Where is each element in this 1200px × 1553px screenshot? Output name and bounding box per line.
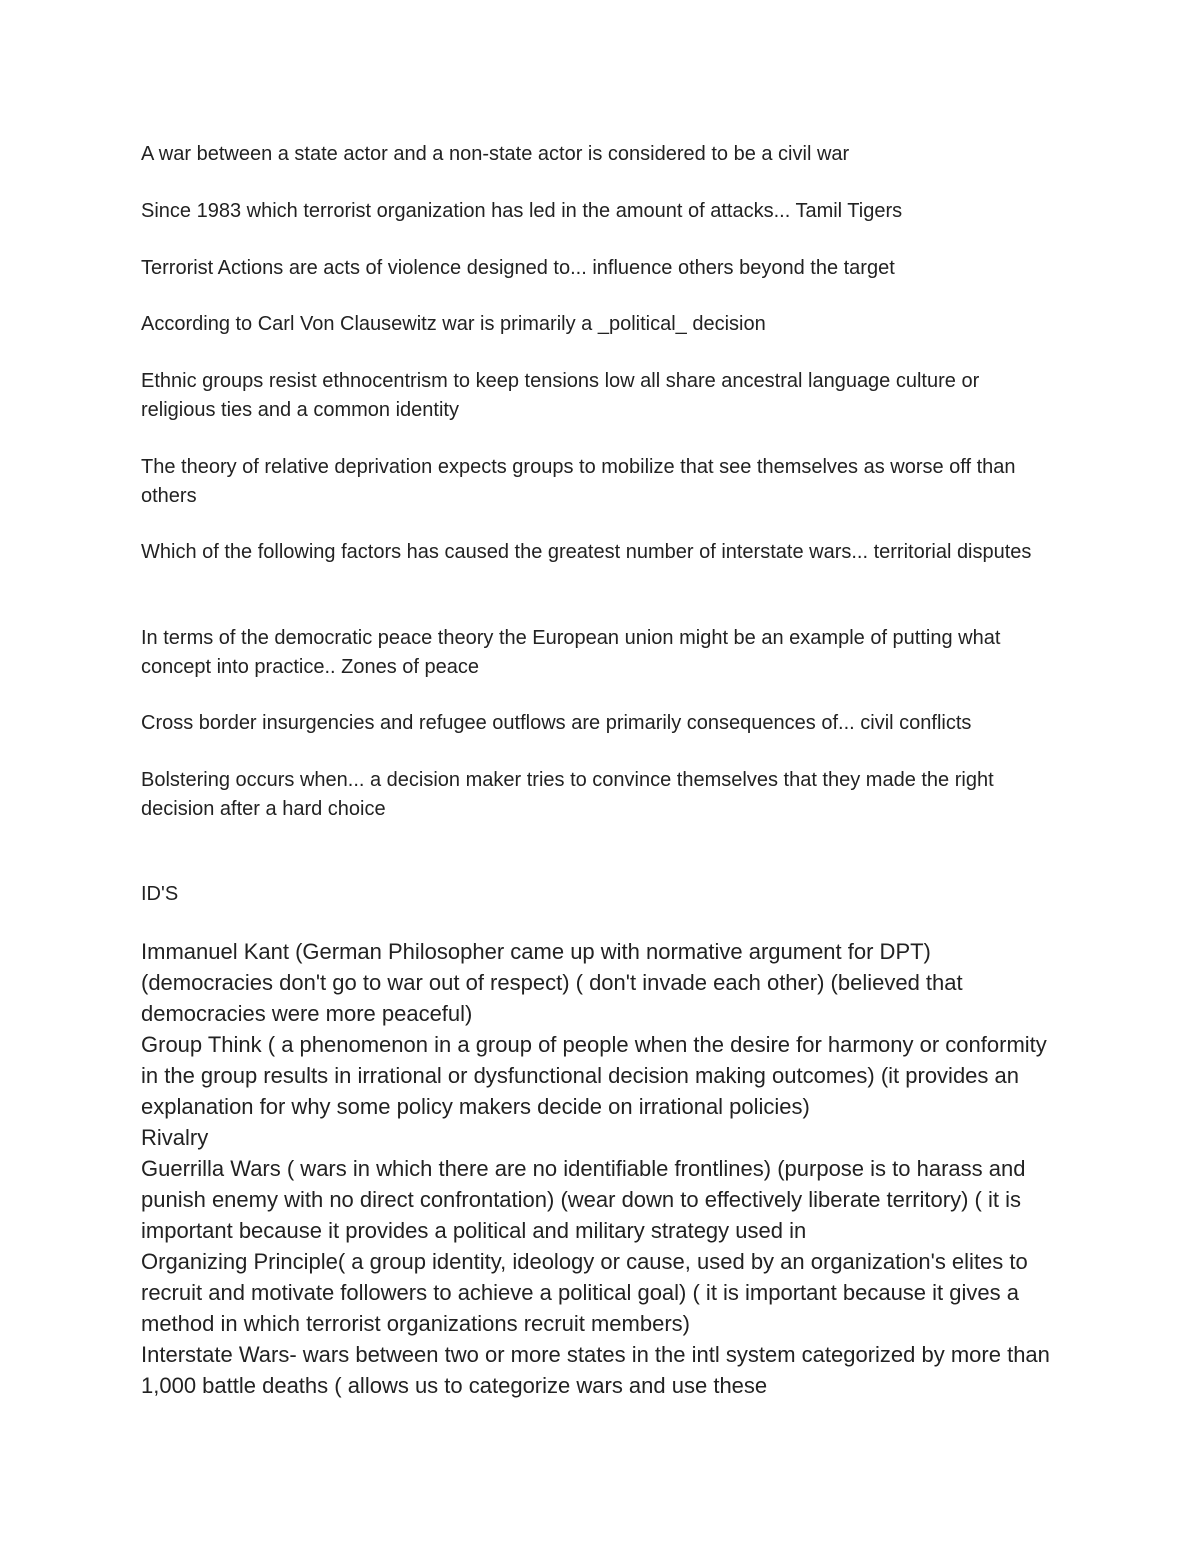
question-2: Since 1983 which terrorist organization has led in the amount of attacks... Tamil Tigers — [141, 200, 903, 222]
question-7: Which of the following factors has caused the greatest number of interstate wars... territorial disputes — [141, 541, 1032, 563]
ids-list — [141, 936, 1056, 1401]
question-5: Ethnic groups resist ethnocentrism to keep tensions low all share ancestral language culture or religious ties and a common identity — [141, 370, 980, 421]
ids-heading: ID'S — [141, 883, 179, 905]
question-6: The theory of relative deprivation expects groups to mobilize that see themselves as worse off than others — [141, 456, 1016, 507]
question-3: Terrorist Actions are acts of violence designed to... influence others beyond the target — [141, 257, 895, 279]
id-item-rivalry: Rivalry — [141, 1125, 209, 1150]
id-item-guerrilla-wars: Guerrilla Wars ( wars in which there are no identifiable frontlines) (purpose is to harass and punish enemy with no direct confrontation) (wear down to effectively liberate territory) ( it is important because it provides a political and military strategy used in — [141, 1156, 1026, 1243]
question-4: According to Carl Von Clausewitz war is primarily a _political_ decision — [141, 313, 766, 335]
question-1: A war between a state actor and a non-state actor is considered to be a civil war — [141, 143, 850, 165]
id-item-kant: Immanuel Kant (German Philosopher came up with normative argument for DPT) (democracies don't go to war out of respect) ( don't invade each other) (believed that democracies were more peaceful) — [141, 939, 963, 1026]
question-8: In terms of the democratic peace theory the European union might be an example of putting what concept into practice.. Zones of peace — [141, 627, 1001, 678]
question-10: Bolstering occurs when... a decision maker tries to convince themselves that they made the right decision after a hard choice — [141, 769, 994, 820]
id-item-interstate-wars: Interstate Wars- wars between two or more states in the intl system categorized by more than 1,000 battle deaths ( allows us to categorize wars and use these — [141, 1342, 1050, 1398]
id-item-organizing-principle: Organizing Principle( a group identity, ideology or cause, used by an organization's elites to recruit and motivate followers to achieve a political goal) ( it is important because it gives a method in which terrorist organizations recruit members) — [141, 1249, 1028, 1336]
question-9: Cross border insurgencies and refugee outflows are primarily consequences of... civil conflicts — [141, 712, 972, 734]
id-item-group-think: Group Think ( a phenomenon in a group of people when the desire for harmony or conformity in the group results in irrational or dysfunctional decision making outcomes) (it provides an explanation for why some policy makers decide on irrational policies) — [141, 1032, 1047, 1119]
